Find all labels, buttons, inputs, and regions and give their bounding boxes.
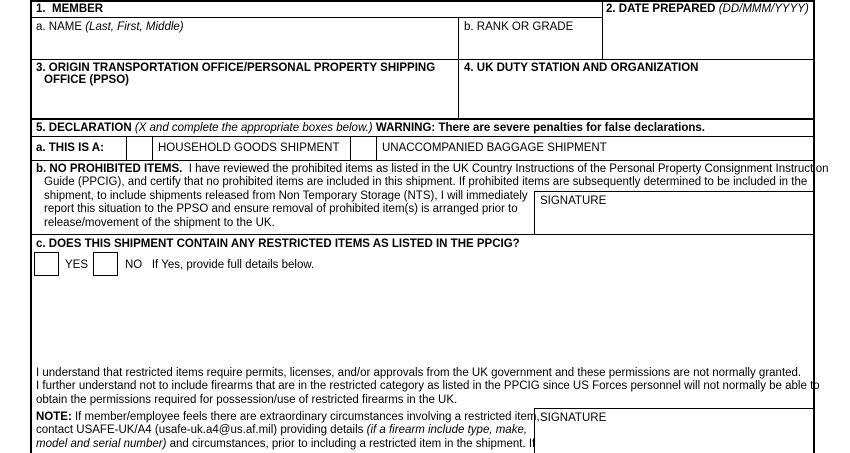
origin-label-line2: OFFICE (PPSO) [44,74,129,86]
unaccompanied-baggage-label: UNACCOMPANIED BAGGAGE SHIPMENT [382,142,607,154]
restricted-note-text: NOTE: If member/employee feels there are extraordinary circumstances involving a restricted item, contact USAFE-UK/A4 (usafe-uk.a4@us.af.mil) providing details (if a firearm include type, make, model and serial number) and circumstances, prior to including a restricted item in the shipment. If [36,411,540,450]
row-rule-1 [32,59,813,60]
prohibited-items-text: b. NO PROHIBITED ITEMS. I have reviewed the prohibited items as listed in the UK Country Instructions of the Personal Property Consignment Instruction Guide (PPCIG), and certify that no prohibited items are included in this shipment. If prohibited items are subsequently determined to be included in the shipment, to include shipments released from Non Temporary Storage (NTS), I will immediately report this situation to the PPSO and ensure removal of prohibited item(s) is arranged prior to release/movement of the shipment to the UK. [36,163,829,229]
date-prepared-field[interactable] [604,19,812,59]
household-goods-checkbox[interactable] [127,137,151,160]
restricted-no-checkbox[interactable] [93,252,118,276]
hhg-box-right [152,136,153,160]
date-divider [602,0,603,59]
origin-field[interactable] [32,88,457,118]
restricted-items-heading: c. DOES THIS SHIPMENT CONTAIN ANY RESTRICTED ITEMS AS LISTED IN THE PPCIG? [36,238,520,250]
restricted-signature-label: SIGNATURE [540,412,607,424]
name-label: a. NAME (Last, First, Middle) [36,21,184,33]
duty-station-field[interactable] [460,76,812,118]
row-rule-2 [32,118,813,120]
ub-box-right [376,136,377,160]
restricted-yes-label: YES [65,259,89,271]
rank-divider [458,17,459,59]
shipment-type-label: a. THIS IS A: [36,142,104,154]
restricted-no-label: NO If Yes, provide full details below. [125,259,315,271]
row-rule-4 [32,160,813,161]
shipment-declaration-form [30,0,829,453]
rank-label: b. RANK OR GRADE [464,21,574,33]
rank-field[interactable] [460,35,600,59]
declaration-heading: 5. DECLARATION (X and complete the appropriate boxes below.) WARNING: There are severe penalties for false declarations. [36,122,705,134]
date-prepared-label: 2. DATE PREPARED (DD/MMM/YYYY) [606,3,809,15]
name-field[interactable] [32,35,457,59]
row-rule-5 [32,234,813,235]
restricted-yes-checkbox[interactable] [34,252,59,276]
member-heading: 1. MEMBER [36,3,104,15]
restricted-details-field[interactable] [34,280,811,364]
member-heading-rule [32,17,602,18]
unaccompanied-baggage-checkbox[interactable] [351,137,375,160]
duty-divider [458,59,459,119]
origin-label-line1: 3. ORIGIN TRANSPORTATION OFFICE/PERSONAL PROPERTY SHIPPING [36,62,436,74]
restricted-understanding-text: I understand that restricted items require permits, licenses, and/or approvals from the UK government and these permissions are not normally granted. I further understand not to include firearms that are in the restricted category as listed in the PPCIG since US Forces personnel will not normally be able to obtain the permissions required for possession/use of restricted firearms in the UK. [36,367,820,406]
prohibited-signature-label: SIGNATURE [540,195,607,207]
duty-station-label: 4. UK DUTY STATION AND ORGANIZATION [464,62,699,74]
household-goods-label: HOUSEHOLD GOODS SHIPMENT [158,142,340,154]
